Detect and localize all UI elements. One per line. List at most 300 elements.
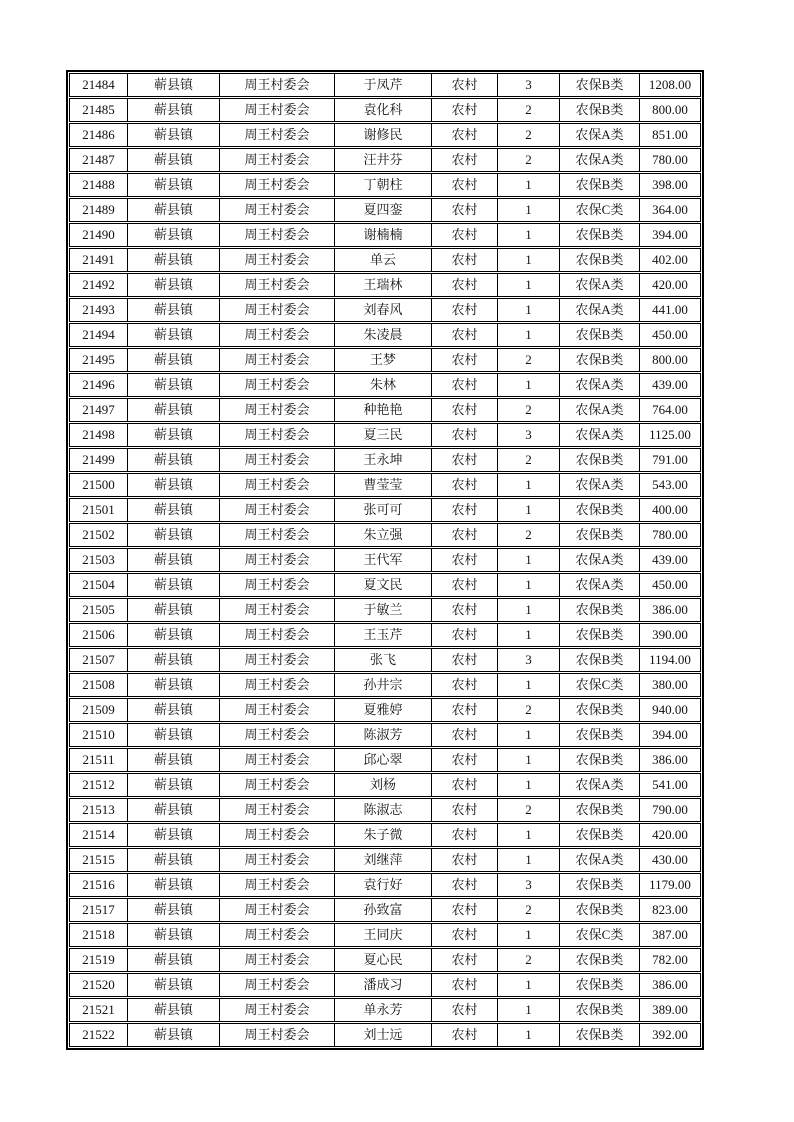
table-cell-village-committee: 周王村委会 — [220, 799, 335, 821]
table-cell-insurance-category: 农保C类 — [560, 199, 640, 221]
table-cell-village-committee: 周王村委会 — [220, 349, 335, 371]
table-cell-serial-number: 21500 — [70, 474, 128, 496]
table-cell-village-committee: 周王村委会 — [220, 499, 335, 521]
table-row — [69, 823, 701, 847]
table-cell-village-committee: 周王村委会 — [220, 324, 335, 346]
table-cell-residence-type: 农村 — [432, 149, 498, 171]
table-row — [69, 223, 701, 247]
table-cell-serial-number: 21498 — [70, 424, 128, 446]
table-cell-village-committee: 周王村委会 — [220, 624, 335, 646]
table-cell-residence-type: 农村 — [432, 374, 498, 396]
table-cell-town: 蕲县镇 — [128, 724, 220, 746]
table-cell-amount: 780.00 — [652, 527, 688, 542]
table-cell-residence-type: 农村 — [432, 649, 498, 671]
table-cell-serial-number: 21491 — [70, 249, 128, 271]
table-cell-amount: 439.00 — [652, 552, 688, 567]
table-cell-residence-type: 农村 — [432, 449, 498, 471]
table-cell-town: 蕲县镇 — [128, 299, 220, 321]
table-cell-amount: 1125.00 — [649, 427, 691, 442]
table-cell-village-committee: 周王村委会 — [220, 899, 335, 921]
table-cell-village-committee: 周王村委会 — [220, 974, 335, 996]
table-cell-serial-number: 21506 — [70, 624, 128, 646]
table-cell-person-name: 于凤芹 — [335, 74, 432, 96]
table-cell-amount: 386.00 — [652, 752, 688, 767]
table-cell-amount: 386.00 — [652, 977, 688, 992]
table-row — [69, 623, 701, 647]
table-cell-person-name: 种艳艳 — [335, 399, 432, 421]
table-cell-person-name: 夏三民 — [335, 424, 432, 446]
table-cell-insurance-category: 农保A类 — [560, 574, 640, 596]
table-row — [69, 423, 701, 447]
insurance-table — [66, 70, 704, 1050]
table-cell-serial-number: 21513 — [70, 799, 128, 821]
table-cell-village-committee: 周王村委会 — [220, 849, 335, 871]
table-cell-person-name: 孙致富 — [335, 899, 432, 921]
table-cell-residence-type: 农村 — [432, 749, 498, 771]
table-cell-town: 蕲县镇 — [128, 574, 220, 596]
table-cell-town: 蕲县镇 — [128, 99, 220, 121]
table-cell-village-committee: 周王村委会 — [220, 1024, 335, 1046]
table-cell-village-committee: 周王村委会 — [220, 174, 335, 196]
table-cell-insurance-category: 农保B类 — [560, 749, 640, 771]
table-cell-person-count: 2 — [498, 449, 560, 471]
table-cell-insurance-category: 农保C类 — [560, 674, 640, 696]
table-cell-village-committee: 周王村委会 — [220, 949, 335, 971]
table-row — [69, 873, 701, 897]
table-cell-person-name: 陈淑芳 — [335, 724, 432, 746]
table-cell-amount: 402.00 — [652, 252, 688, 267]
table-cell-town: 蕲县镇 — [128, 524, 220, 546]
table-cell-insurance-category: 农保A类 — [560, 299, 640, 321]
table-cell-residence-type: 农村 — [432, 249, 498, 271]
table-row — [69, 548, 701, 572]
table-cell-town: 蕲县镇 — [128, 174, 220, 196]
table-cell-person-count: 1 — [498, 924, 560, 946]
table-cell-residence-type: 农村 — [432, 924, 498, 946]
table-cell-village-committee: 周王村委会 — [220, 149, 335, 171]
table-cell-amount: 389.00 — [652, 1002, 688, 1017]
table-cell-residence-type: 农村 — [432, 799, 498, 821]
table-cell-person-count: 2 — [498, 799, 560, 821]
table-cell-serial-number: 21499 — [70, 449, 128, 471]
table-row — [69, 798, 701, 822]
table-cell-serial-number: 21490 — [70, 224, 128, 246]
table-cell-person-count: 2 — [498, 99, 560, 121]
table-cell-residence-type: 农村 — [432, 424, 498, 446]
table-cell-residence-type: 农村 — [432, 849, 498, 871]
table-cell-person-count: 1 — [498, 1024, 560, 1046]
table-row — [69, 848, 701, 872]
table-cell-village-committee: 周王村委会 — [220, 224, 335, 246]
table-cell-town: 蕲县镇 — [128, 499, 220, 521]
table-cell-serial-number: 21519 — [70, 949, 128, 971]
table-row — [69, 773, 701, 797]
table-cell-person-count: 1 — [498, 974, 560, 996]
table-cell-person-name: 邱心翠 — [335, 749, 432, 771]
table-cell-person-count: 2 — [498, 349, 560, 371]
table-row — [69, 898, 701, 922]
table-cell-person-name: 朱子微 — [335, 824, 432, 846]
table-cell-person-name: 曹莹莹 — [335, 474, 432, 496]
table-cell-person-count: 3 — [498, 424, 560, 446]
table-cell-person-count: 1 — [498, 674, 560, 696]
table-cell-amount: 420.00 — [652, 827, 688, 842]
table-row — [69, 273, 701, 297]
table-cell-village-committee: 周王村委会 — [220, 99, 335, 121]
table-cell-village-committee: 周王村委会 — [220, 649, 335, 671]
table-cell-insurance-category: 农保A类 — [560, 474, 640, 496]
table-cell-residence-type: 农村 — [432, 524, 498, 546]
table-cell-residence-type: 农村 — [432, 349, 498, 371]
table-row — [69, 323, 701, 347]
table-cell-residence-type: 农村 — [432, 549, 498, 571]
table-cell-amount: 450.00 — [652, 577, 688, 592]
table-cell-person-count: 1 — [498, 749, 560, 771]
table-cell-person-name: 刘春风 — [335, 299, 432, 321]
table-cell-village-committee: 周王村委会 — [220, 574, 335, 596]
table-cell-residence-type: 农村 — [432, 824, 498, 846]
table-row — [69, 298, 701, 322]
table-cell-town: 蕲县镇 — [128, 774, 220, 796]
table-cell-town: 蕲县镇 — [128, 249, 220, 271]
table-cell-person-name: 陈淑志 — [335, 799, 432, 821]
table-cell-person-count: 1 — [498, 174, 560, 196]
table-cell-insurance-category: 农保B类 — [560, 249, 640, 271]
table-cell-town: 蕲县镇 — [128, 799, 220, 821]
table-cell-person-name: 谢楠楠 — [335, 224, 432, 246]
table-cell-amount: 430.00 — [652, 852, 688, 867]
table-cell-person-name: 孙井宗 — [335, 674, 432, 696]
table-cell-insurance-category: 农保B类 — [560, 649, 640, 671]
table-cell-village-committee: 周王村委会 — [220, 249, 335, 271]
table-cell-serial-number: 21485 — [70, 99, 128, 121]
table-cell-serial-number: 21517 — [70, 899, 128, 921]
table-cell-person-count: 1 — [498, 299, 560, 321]
table-cell-person-count: 3 — [498, 74, 560, 96]
table-cell-residence-type: 农村 — [432, 624, 498, 646]
table-cell-village-committee: 周王村委会 — [220, 399, 335, 421]
table-cell-residence-type: 农村 — [432, 874, 498, 896]
table-cell-insurance-category: 农保B类 — [560, 174, 640, 196]
table-cell-person-name: 丁朝柱 — [335, 174, 432, 196]
table-cell-serial-number: 21520 — [70, 974, 128, 996]
table-cell-serial-number: 21497 — [70, 399, 128, 421]
table-cell-person-count: 1 — [498, 624, 560, 646]
table-cell-insurance-category: 农保B类 — [560, 999, 640, 1021]
table-cell-residence-type: 农村 — [432, 274, 498, 296]
table-cell-person-count: 1 — [498, 824, 560, 846]
table-cell-serial-number: 21518 — [70, 924, 128, 946]
table-cell-serial-number: 21511 — [70, 749, 128, 771]
table-cell-town: 蕲县镇 — [128, 1024, 220, 1046]
table-cell-town: 蕲县镇 — [128, 74, 220, 96]
table-cell-village-committee: 周王村委会 — [220, 124, 335, 146]
table-cell-residence-type: 农村 — [432, 224, 498, 246]
table-cell-person-count: 1 — [498, 999, 560, 1021]
table-cell-insurance-category: 农保B类 — [560, 224, 640, 246]
table-cell-person-name: 王瑞林 — [335, 274, 432, 296]
table-cell-person-name: 夏文民 — [335, 574, 432, 596]
table-cell-insurance-category: 农保B类 — [560, 699, 640, 721]
table-row — [69, 348, 701, 372]
table-cell-person-count: 2 — [498, 399, 560, 421]
table-cell-person-name: 潘成习 — [335, 974, 432, 996]
table-cell-town: 蕲县镇 — [128, 974, 220, 996]
table-cell-insurance-category: 农保B类 — [560, 824, 640, 846]
table-cell-insurance-category: 农保B类 — [560, 974, 640, 996]
table-cell-serial-number: 21507 — [70, 649, 128, 671]
table-cell-amount: 790.00 — [652, 802, 688, 817]
table-cell-insurance-category: 农保A类 — [560, 274, 640, 296]
table-cell-serial-number: 21515 — [70, 849, 128, 871]
table-cell-residence-type: 农村 — [432, 1024, 498, 1046]
table-cell-amount: 764.00 — [652, 402, 688, 417]
table-cell-person-count: 1 — [498, 274, 560, 296]
table-row — [69, 73, 701, 97]
table-row — [69, 198, 701, 222]
table-cell-amount: 823.00 — [652, 902, 688, 917]
table-cell-serial-number: 21492 — [70, 274, 128, 296]
table-cell-amount: 543.00 — [652, 477, 688, 492]
table-row — [69, 98, 701, 122]
table-cell-insurance-category: 农保A类 — [560, 124, 640, 146]
table-cell-village-committee: 周王村委会 — [220, 699, 335, 721]
table-cell-serial-number: 21521 — [70, 999, 128, 1021]
table-cell-serial-number: 21514 — [70, 824, 128, 846]
table-cell-residence-type: 农村 — [432, 599, 498, 621]
table-cell-amount: 800.00 — [652, 352, 688, 367]
table-cell-person-count: 2 — [498, 149, 560, 171]
table-cell-town: 蕲县镇 — [128, 849, 220, 871]
table-cell-residence-type: 农村 — [432, 949, 498, 971]
table-cell-town: 蕲县镇 — [128, 424, 220, 446]
table-cell-residence-type: 农村 — [432, 674, 498, 696]
table-cell-insurance-category: 农保C类 — [560, 924, 640, 946]
table-cell-insurance-category: 农保B类 — [560, 874, 640, 896]
table-cell-person-name: 刘继萍 — [335, 849, 432, 871]
table-cell-village-committee: 周王村委会 — [220, 299, 335, 321]
table-cell-person-count: 1 — [498, 199, 560, 221]
table-cell-residence-type: 农村 — [432, 99, 498, 121]
table-cell-residence-type: 农村 — [432, 774, 498, 796]
table-cell-amount: 851.00 — [652, 127, 688, 142]
table-cell-person-name: 朱立强 — [335, 524, 432, 546]
table-cell-residence-type: 农村 — [432, 74, 498, 96]
table-cell-person-count: 2 — [498, 524, 560, 546]
table-cell-amount: 782.00 — [652, 952, 688, 967]
table-cell-insurance-category: 农保A类 — [560, 424, 640, 446]
table-cell-town: 蕲县镇 — [128, 699, 220, 721]
table-row — [69, 398, 701, 422]
table-cell-residence-type: 农村 — [432, 474, 498, 496]
table-cell-town: 蕲县镇 — [128, 549, 220, 571]
table-cell-village-committee: 周王村委会 — [220, 74, 335, 96]
table-cell-serial-number: 21496 — [70, 374, 128, 396]
table-cell-insurance-category: 农保A类 — [560, 374, 640, 396]
table-cell-serial-number: 21494 — [70, 324, 128, 346]
table-cell-village-committee: 周王村委会 — [220, 524, 335, 546]
table-cell-serial-number: 21493 — [70, 299, 128, 321]
table-cell-town: 蕲县镇 — [128, 324, 220, 346]
table-cell-amount: 386.00 — [652, 602, 688, 617]
table-cell-residence-type: 农村 — [432, 724, 498, 746]
table-cell-person-name: 刘士远 — [335, 1024, 432, 1046]
table-cell-person-count: 1 — [498, 574, 560, 596]
table-cell-insurance-category: 农保A类 — [560, 549, 640, 571]
table-row — [69, 123, 701, 147]
table-row — [69, 673, 701, 697]
table-cell-town: 蕲县镇 — [128, 649, 220, 671]
table-cell-village-committee: 周王村委会 — [220, 549, 335, 571]
table-cell-insurance-category: 农保B类 — [560, 899, 640, 921]
table-cell-town: 蕲县镇 — [128, 124, 220, 146]
table-cell-town: 蕲县镇 — [128, 749, 220, 771]
table-cell-residence-type: 农村 — [432, 899, 498, 921]
table-cell-village-committee: 周王村委会 — [220, 924, 335, 946]
table-cell-town: 蕲县镇 — [128, 224, 220, 246]
table-cell-residence-type: 农村 — [432, 699, 498, 721]
table-cell-amount: 791.00 — [652, 452, 688, 467]
table-cell-town: 蕲县镇 — [128, 924, 220, 946]
table-cell-person-count: 1 — [498, 249, 560, 271]
table-cell-insurance-category: 农保B类 — [560, 449, 640, 471]
table-cell-residence-type: 农村 — [432, 199, 498, 221]
table-cell-serial-number: 21522 — [70, 1024, 128, 1046]
table-row — [69, 948, 701, 972]
table-cell-insurance-category: 农保B类 — [560, 949, 640, 971]
table-cell-amount: 780.00 — [652, 152, 688, 167]
table-cell-person-count: 1 — [498, 499, 560, 521]
table-cell-residence-type: 农村 — [432, 499, 498, 521]
table-row — [69, 173, 701, 197]
table-cell-residence-type: 农村 — [432, 124, 498, 146]
table-cell-serial-number: 21504 — [70, 574, 128, 596]
table-cell-village-committee: 周王村委会 — [220, 824, 335, 846]
table-cell-serial-number: 21512 — [70, 774, 128, 796]
table-cell-village-committee: 周王村委会 — [220, 474, 335, 496]
table-cell-amount: 392.00 — [652, 1027, 688, 1042]
table-cell-town: 蕲县镇 — [128, 899, 220, 921]
table-cell-amount: 398.00 — [652, 177, 688, 192]
table-row — [69, 723, 701, 747]
table-cell-person-name: 夏四銮 — [335, 199, 432, 221]
table-cell-person-name: 王永坤 — [335, 449, 432, 471]
table-cell-serial-number: 21489 — [70, 199, 128, 221]
table-row — [69, 448, 701, 472]
table-cell-amount: 541.00 — [652, 777, 688, 792]
table-cell-serial-number: 21495 — [70, 349, 128, 371]
table-cell-insurance-category: 农保A类 — [560, 399, 640, 421]
table-cell-amount: 387.00 — [652, 927, 688, 942]
table-cell-amount: 394.00 — [652, 727, 688, 742]
table-cell-insurance-category: 农保B类 — [560, 799, 640, 821]
table-cell-person-name: 朱凌晨 — [335, 324, 432, 346]
table-cell-town: 蕲县镇 — [128, 874, 220, 896]
table-cell-village-committee: 周王村委会 — [220, 674, 335, 696]
table-cell-person-name: 袁行好 — [335, 874, 432, 896]
table-cell-person-name: 王梦 — [335, 349, 432, 371]
table-cell-person-count: 1 — [498, 549, 560, 571]
table-cell-village-committee: 周王村委会 — [220, 774, 335, 796]
table-cell-insurance-category: 农保B类 — [560, 524, 640, 546]
table-cell-town: 蕲县镇 — [128, 349, 220, 371]
table-row — [69, 573, 701, 597]
table-cell-village-committee: 周王村委会 — [220, 199, 335, 221]
table-cell-serial-number: 21505 — [70, 599, 128, 621]
table-row — [69, 248, 701, 272]
table-cell-person-count: 3 — [498, 874, 560, 896]
table-cell-person-count: 1 — [498, 849, 560, 871]
table-cell-insurance-category: 农保B类 — [560, 499, 640, 521]
table-cell-person-count: 1 — [498, 774, 560, 796]
table-cell-village-committee: 周王村委会 — [220, 374, 335, 396]
table-row — [69, 473, 701, 497]
table-cell-person-count: 2 — [498, 949, 560, 971]
table-cell-residence-type: 农村 — [432, 324, 498, 346]
table-cell-village-committee: 周王村委会 — [220, 724, 335, 746]
table-cell-town: 蕲县镇 — [128, 474, 220, 496]
table-row — [69, 698, 701, 722]
table-cell-insurance-category: 农保B类 — [560, 599, 640, 621]
table-cell-amount: 390.00 — [652, 627, 688, 642]
table-cell-serial-number: 21510 — [70, 724, 128, 746]
table-cell-serial-number: 21501 — [70, 499, 128, 521]
table-cell-person-count: 1 — [498, 324, 560, 346]
table-cell-amount: 1179.00 — [649, 877, 691, 892]
table-cell-town: 蕲县镇 — [128, 999, 220, 1021]
table-cell-residence-type: 农村 — [432, 399, 498, 421]
table-row — [69, 373, 701, 397]
table-cell-person-name: 于敏兰 — [335, 599, 432, 621]
table-cell-town: 蕲县镇 — [128, 399, 220, 421]
table-cell-town: 蕲县镇 — [128, 949, 220, 971]
table-cell-town: 蕲县镇 — [128, 149, 220, 171]
table-cell-amount: 439.00 — [652, 377, 688, 392]
table-cell-amount: 380.00 — [652, 677, 688, 692]
table-cell-person-count: 1 — [498, 224, 560, 246]
table-cell-person-count: 1 — [498, 724, 560, 746]
table-cell-amount: 420.00 — [652, 277, 688, 292]
table-cell-serial-number: 21516 — [70, 874, 128, 896]
table-cell-town: 蕲县镇 — [128, 674, 220, 696]
table-cell-person-count: 2 — [498, 699, 560, 721]
table-cell-serial-number: 21508 — [70, 674, 128, 696]
table-cell-serial-number: 21502 — [70, 524, 128, 546]
table-cell-amount: 450.00 — [652, 327, 688, 342]
table-cell-residence-type: 农村 — [432, 974, 498, 996]
table-cell-person-count: 1 — [498, 374, 560, 396]
table-cell-person-count: 3 — [498, 649, 560, 671]
table-cell-insurance-category: 农保B类 — [560, 624, 640, 646]
table-cell-amount: 1208.00 — [648, 77, 692, 92]
table-cell-village-committee: 周王村委会 — [220, 874, 335, 896]
table-cell-insurance-category: 农保A类 — [560, 774, 640, 796]
table-cell-amount: 364.00 — [652, 202, 688, 217]
table-cell-insurance-category: 农保B类 — [560, 74, 640, 96]
table-row — [69, 523, 701, 547]
table-cell-village-committee: 周王村委会 — [220, 449, 335, 471]
table-cell-amount: 394.00 — [652, 227, 688, 242]
table-cell-village-committee: 周王村委会 — [220, 424, 335, 446]
table-cell-person-name: 袁化科 — [335, 99, 432, 121]
table-cell-person-count: 1 — [498, 599, 560, 621]
table-cell-person-name: 谢修民 — [335, 124, 432, 146]
table-row — [69, 498, 701, 522]
table-cell-person-count: 2 — [498, 124, 560, 146]
table-cell-residence-type: 农村 — [432, 299, 498, 321]
table-cell-town: 蕲县镇 — [128, 624, 220, 646]
table-cell-town: 蕲县镇 — [128, 824, 220, 846]
